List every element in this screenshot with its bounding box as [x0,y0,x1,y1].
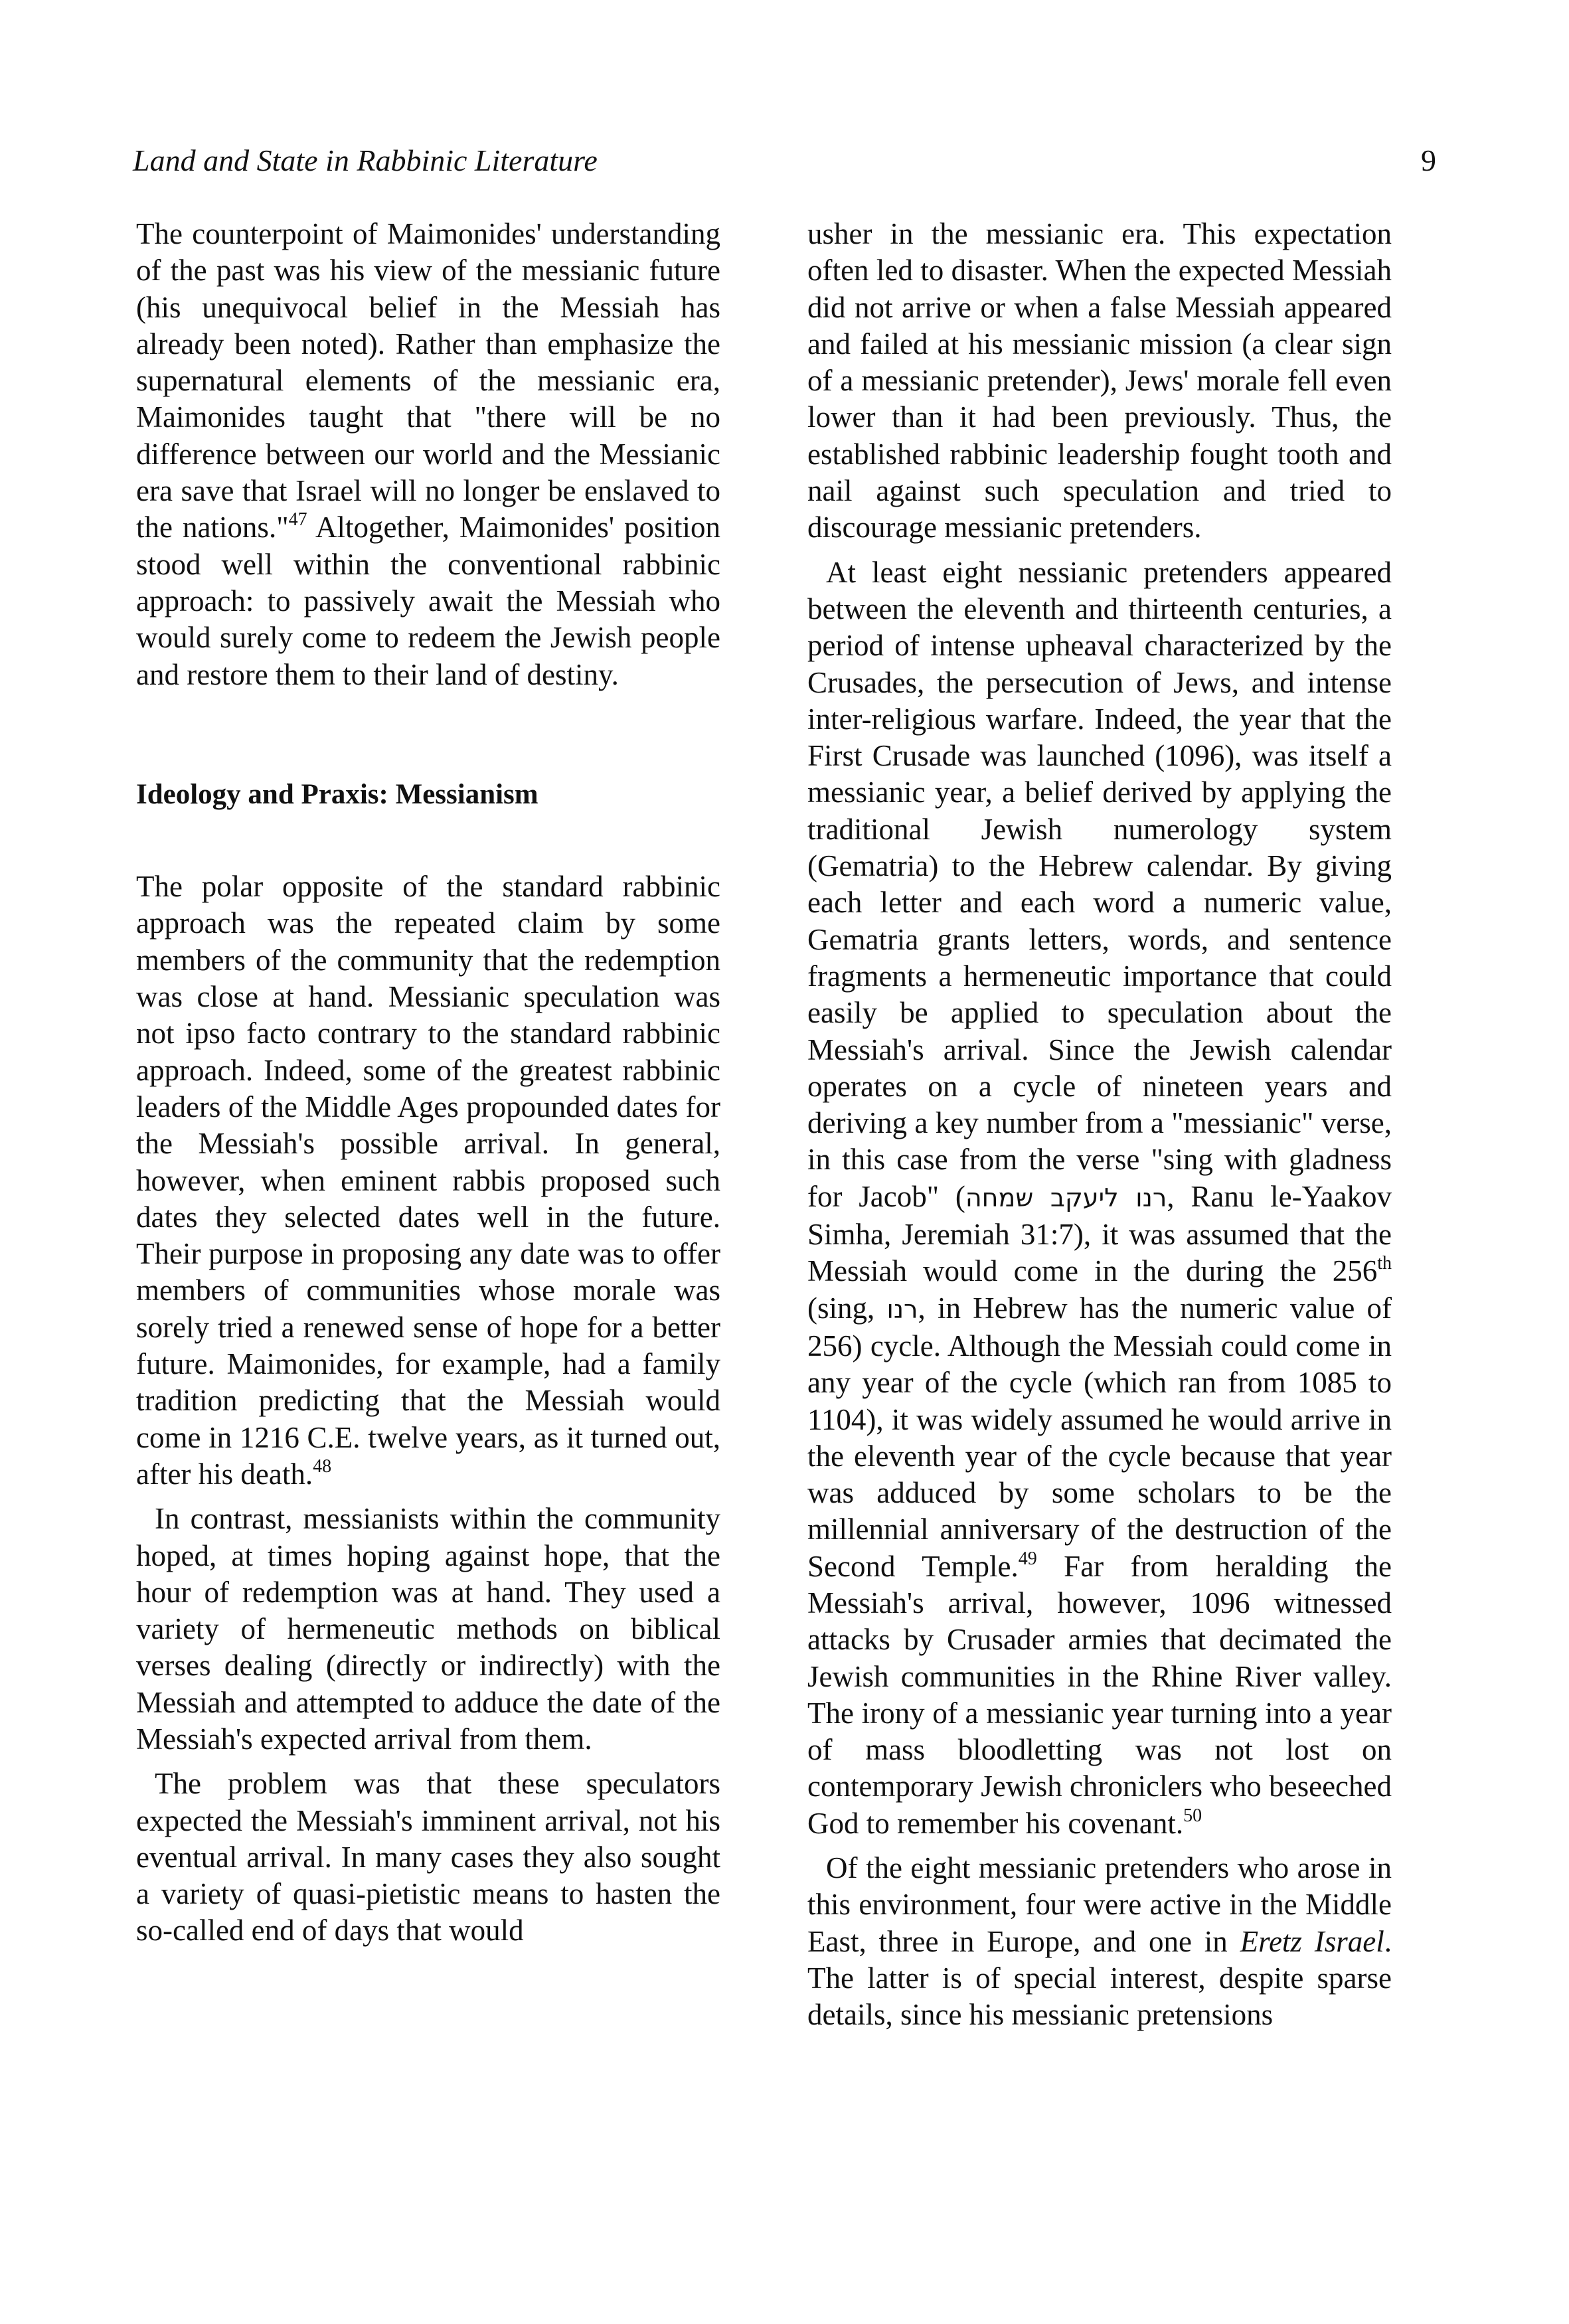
paragraph-text: . The latter is of special interest, despite sparse details, since his messianic pretensions [807,1924,1392,2032]
paragraph-eight-pretenders [807,1850,1392,2033]
paragraph-messianists: In contrast, messianists within the community hoped, at times hoping against hope, that the hour of redemption was at hand. They used a variety of hermeneutic methods on biblical verses dealing (directly or indirectly) with the Messiah and attempted to adduce the date of the Messiah's expected arrival from them. [136,1502,720,1756]
paragraph-text: (sing, [807,1291,887,1325]
paragraph-maimonides [136,216,720,693]
footnote-ref-50[interactable]: 50 [1183,1805,1202,1826]
paragraph-speculators: The problem was that these speculators expected the Messiah's imminent arrival, not his eventual arrival. In many cases they also sought a variety of quasi-pietistic means to hasten the so-called end of days that would [136,1767,720,1948]
footnote-ref-49[interactable]: 49 [1018,1548,1037,1569]
hebrew-word: רנו [886,1294,918,1324]
paragraph-text: The counterpoint of Maimonides' understanding of the past was his view of the messianic future (his unequivocal belief in the Messiah has already been noted). Rather than emphasize the supernatural elements of the messianic era, Maimonides taught that "there will be no difference between our world and the Messianic era save that Israel will no longer be enslaved to the nations." [136,217,720,544]
paragraph-text: , in Hebrew has the numeric value of 256) cycle. Although the Messiah could come in any year of the cycle (which ran from 1085 to 1104), it was widely assumed he would arrive in the eleventh year of the cycle because that year was adduced by some scholars to be the millennial anniversary of the destruction of the Second Temple. [807,1291,1392,1583]
paragraph-text: At least eight nessianic pretenders appeared between the eleventh and thirteenth centuries, a period of intense upheaval characterized by the Crusades, the persecution of Jews, and intense inter-religious warfare. Indeed, the year that the First Crusade was launched (1096), was itself a messianic year, a belief derived by applying the traditional Jewish numerology system (Gematria) to the Hebrew calendar. By giving each letter and each word a numeric value, Gematria grants letters, words, and sentence fragments a hermeneutic importance that could easily be applied to speculation about the Messiah's arrival. Since the Jewish calendar operates on a cycle of nineteen years and deriving a key number from a "messianic" verse, in this case from the verse "sing with gladness for Jacob" ( [807,555,1392,1213]
footnote-ref-48[interactable]: 48 [313,1455,332,1477]
page-number: 9 [1421,143,1436,177]
paragraph-text: Far from heralding the Messiah's arrival, however, 1096 witnessed attacks by Crusader armies that decimated the Jewish communities in the Rhine River valley. The irony of a messianic year turning into a year of mass bloodletting was not lost on contemporary Jewish chroniclers who beseeched God to remember his covenant. [807,1549,1392,1840]
paragraph-pretenders [807,554,1392,1842]
ordinal-suffix: th [1377,1253,1392,1274]
italic-term: Eretz Israel [1240,1924,1384,1958]
paragraph-polar-opposite [136,869,720,1493]
hebrew-verse: רנו ליעקב שמחה [965,1183,1167,1212]
right-column [807,216,1392,2034]
running-head: Land and State in Rabbinic Literature [133,143,598,177]
paragraph-text: Of the eight messianic pretenders who arose in this environment, four were active in the Middle East, three in Europe, and one in [807,1851,1392,1958]
footnote-ref-47[interactable]: 47 [288,509,307,531]
paragraph-text: , Ranu le-Yaakov Simha, Jeremiah 31:7), it was assumed that the Messiah would come in the during the 256 [807,1179,1392,1288]
paragraph-text: The polar opposite of the standard rabbinic approach was the repeated claim by some members of the community that the redemption was close at hand. Messianic speculation was not ipso facto contrary to the standard rabbinic approach. Indeed, some of the greatest rabbinic leaders of the Middle Ages propounded dates for the Messiah's possible arrival. In general, however, when eminent rabbis proposed such dates they selected dates well in the future. Their purpose in proposing any date was to offer members of communities whose morale was sorely tried a renewed sense of hope for a better future. Maimonides, for example, had a family tradition predicting that the Messiah would come in 1216 C.E. twelve years, as it turned out, after his death. [136,870,720,1491]
paragraph-usher: usher in the messianic era. This expectation often led to disaster. When the expected Messiah did not arrive or when a false Messiah appeared and failed at his messianic mission (a clear sign of a messianic pretender), Jews' morale fell even lower than it had been previously. Thus, the established rabbinic leadership fought tooth and nail against such speculation and tried to discourage messianic pretenders. [807,217,1392,544]
paragraph-text: Altogether, Maimonides' position stood well within the conventional rabbinic approach: to passively await the Messiah who would surely come to redeem the Jewish people and restore them to their land of destiny. [136,511,720,691]
left-column [136,216,720,1950]
section-heading: Ideology and Praxis: Messianism [136,778,538,810]
